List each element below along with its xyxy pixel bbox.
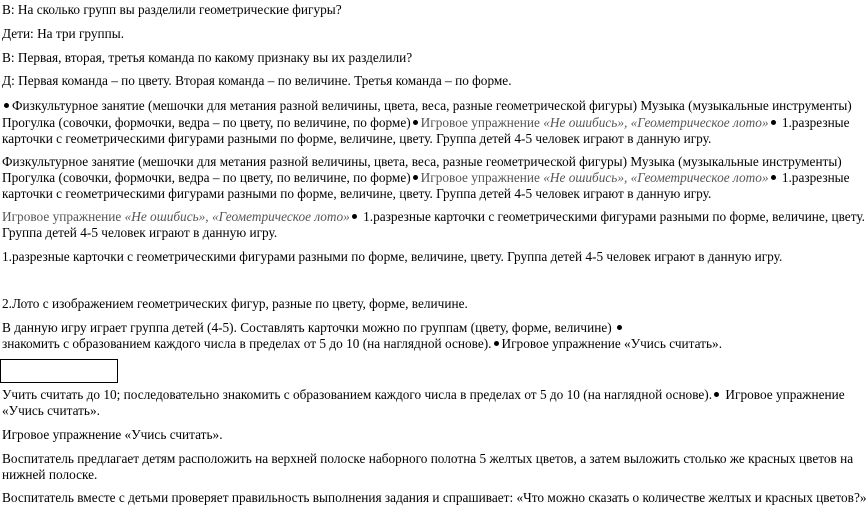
block7-line1 (2, 387, 845, 404)
block2-text2d: 1.разрезные (781, 170, 850, 185)
block7-text1b: Игровое упражнение (725, 387, 845, 402)
block6-text2b: Игровое упражнение «Учись считать». (501, 336, 723, 351)
block6-line1 (2, 320, 625, 337)
bullet-icon (771, 120, 776, 125)
bullet-icon (771, 175, 776, 180)
block1-text2d: 1.разрезные (781, 115, 850, 130)
block4-line: 1.разрезные карточки с геометрическими фигурами разными по форме, величине, цвету. Группа детей 4-5 человек играют в данную игру. (2, 249, 783, 264)
block9-line2: нижней полоске. (2, 467, 98, 482)
block7-text1a: Учить считать до 10; последовательно знакомить с образованием каждого числа в пределах от 5 до 10 (на наглядной основе). (2, 387, 713, 402)
bullet-icon (413, 175, 418, 180)
question-1: В: На сколько групп вы разделили геометрические фигуры? (2, 2, 342, 17)
block7-line2: «Учись считать». (2, 403, 100, 418)
block2-text2a: Прогулка (совочки, формочки, ведра – по цвету, по величине, по форме) (2, 170, 411, 185)
block2-text2c: «Не ошибись», «Геометрическое лото» (543, 170, 769, 185)
bullet-icon (494, 341, 499, 346)
block3-line1 (2, 209, 865, 226)
block1-line1 (2, 98, 852, 115)
bullet-icon (617, 325, 622, 330)
question-2: В: Первая, вторая, третья команда по какому признаку вы их разделили? (2, 50, 413, 65)
block1-text2b: Игровое упражнение (420, 115, 540, 130)
bullet-icon (413, 120, 418, 125)
block9-line1: Воспитатель предлагает детям расположить на верхней полоске наборного полотна 5 желтых цветов, а затем выложить столько же красных цветов на (2, 451, 854, 466)
block10-line: Воспитатель вместе с детьми проверяет правильность выполнения задания и спрашивает: «Что можно сказать о количестве желтых и красных цветов?» (2, 490, 867, 505)
block1-text2c: «Не ошибись», «Геометрическое лото» (543, 115, 769, 130)
block3-text1c: 1.разрезные карточки с геометрическими фигурами разными по форме, величине, цвету. (363, 209, 865, 224)
bullet-icon (352, 214, 357, 219)
answer-2: Д: Первая команда – по цвету. Вторая команда – по величине. Третья команда – по форме. (2, 73, 512, 88)
block8-line: Игровое упражнение «Учись считать». (2, 427, 223, 442)
block1-line3: карточки с геометрическими фигурами разными по форме, величине, цвету. Группа детей 4-5 человек играют в данную игру. (2, 131, 712, 146)
block1-text1: Физкультурное занятие (мешочки для метания разной величины, цвета, веса, разные геометрической фигуры) Музыка (музыкальные инструменты) (12, 98, 852, 113)
block3-text1a: Игровое упражнение (2, 209, 122, 224)
block1-line2 (2, 115, 850, 132)
block3-text1b: «Не ошибись», «Геометрическое лото» (124, 209, 350, 224)
block2-text2b: Игровое упражнение (420, 170, 540, 185)
block6-text1: В данную игру играет группа детей (4-5). Составлять карточки можно по группам (цвету, форме, величине) (2, 320, 612, 335)
block2-line2 (2, 170, 850, 187)
answer-1: Дети: На три группы. (2, 26, 125, 41)
block1-text2a: Прогулка (совочки, формочки, ведра – по цвету, по величине, по форме) (2, 115, 411, 130)
block2-line1: Физкультурное занятие (мешочки для метания разной величины, цвета, веса, разные геометрической фигуры) Музыка (музыкальные инструменты) (2, 154, 842, 169)
empty-frame (0, 359, 118, 383)
block3-line2: Группа детей 4-5 человек играют в данную игру. (2, 225, 278, 240)
bullet-icon (4, 103, 9, 108)
block2-line3: карточки с геометрическими фигурами разными по форме, величине, цвету. Группа детей 4-5 человек играют в данную игру. (2, 186, 712, 201)
block6-text2a: знакомить с образованием каждого числа в пределах от 5 до 10 (на наглядной основе). (2, 336, 492, 351)
block6-line2 (2, 336, 722, 353)
bullet-icon (714, 392, 719, 397)
block5-line: 2.Лото с изображением геометрических фигур, разные по цвету, форме, величине. (2, 296, 468, 311)
